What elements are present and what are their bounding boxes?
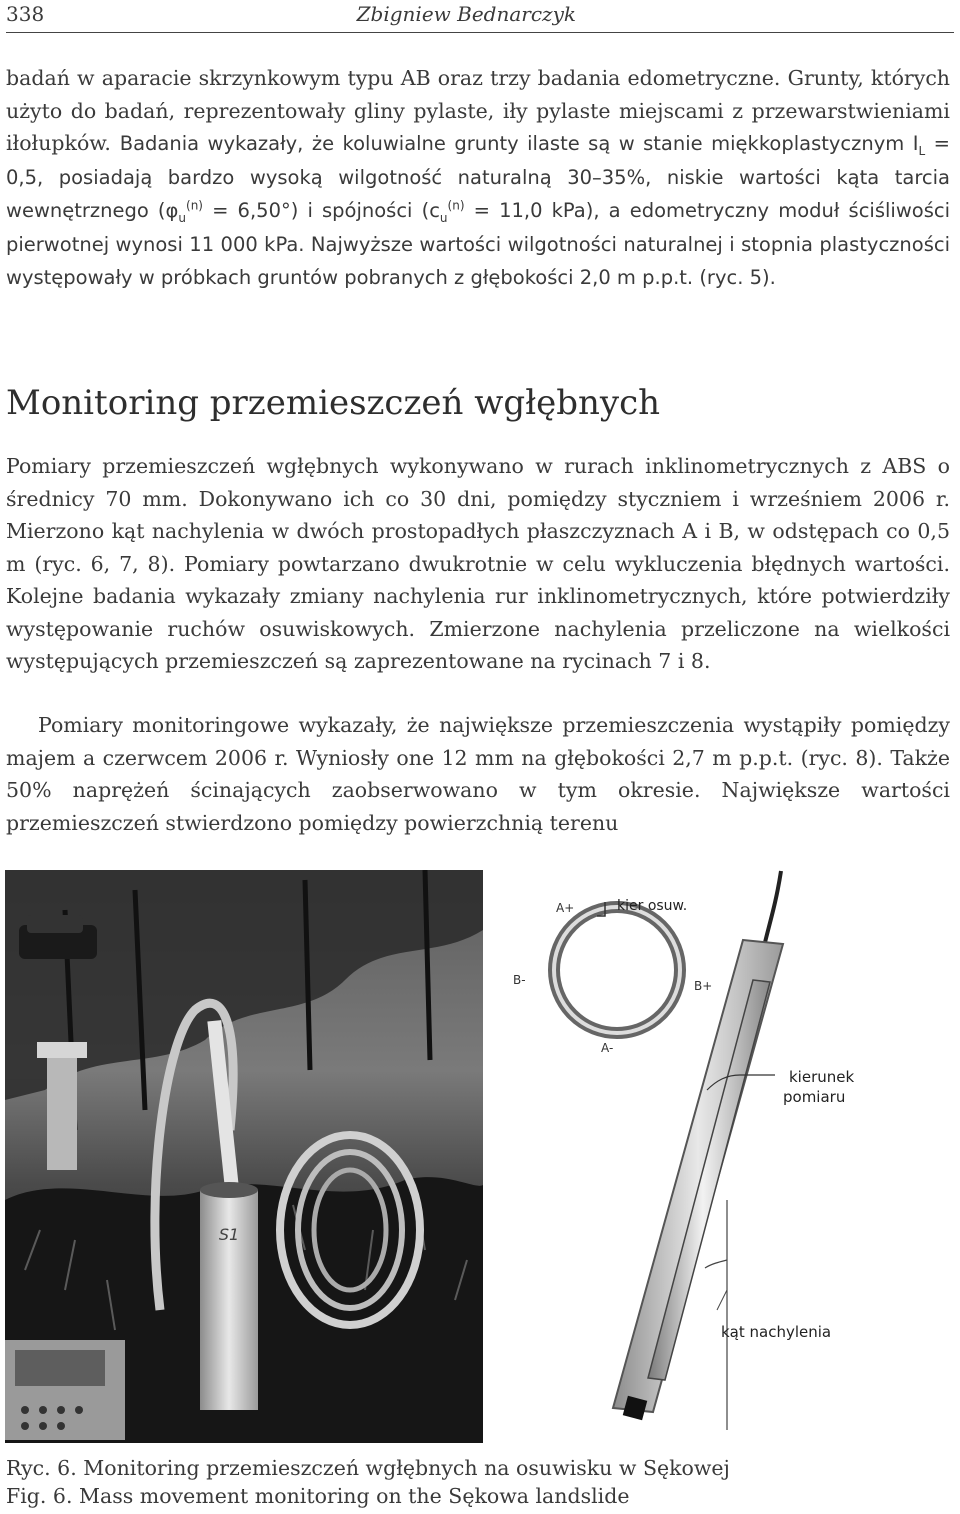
label-a-plus: A+ (556, 901, 575, 915)
label-measure-direction-2: pomiaru (783, 1088, 846, 1106)
header-rule (6, 32, 954, 33)
label-inclination-angle: kąt nachylenia (721, 1323, 832, 1341)
pipe-label: S1 (218, 1225, 240, 1244)
running-head-author: Zbigniew Bednarczyk (356, 2, 576, 26)
body-paragraph-1 (6, 62, 950, 295)
body-paragraph-2: Pomiary przemieszczeń wgłębnych wykonywano w rurach inklinometrycznych z ABS o średnicy 70 mm. Dokonywano ich co 30 dni, pomiędzy styczniem i wrześniem 2006 r. Mierzono kąt nachylenia w dwóch prostopadłych płaszczyznach A i B, w odstępach co 0,5 m (ryc. 6, 7, 8). Pomiary powtarzano dwukrotnie w celu wykluczenia błędnych wartości. Kolejne badania wykazały zmiany nachylenia rur inklinometrycznych, które potwierdziły występowanie ruchów osuwiskowych. Zmierzone nachylenia przeliczone na wielkości występujących przemieszczeń są zaprezentowane na rycinach 7 i 8. (6, 454, 950, 673)
paragraph-1-part1: badań w aparacie skrzynkowym typu AB oraz trzy badania edometryczne. Grunty, których użyto do badań, reprezentowały gliny pylaste, iły pylaste miejscami z przewarstwieniami iłołupków. (6, 66, 950, 155)
page-number: 338 (6, 2, 45, 26)
label-direction: kier osuw. (617, 898, 688, 914)
field-photo (5, 870, 483, 1443)
label-a-minus: A- (601, 1041, 614, 1055)
page-header (6, 2, 954, 32)
figure-6-graphic (5, 870, 956, 1443)
figure-6 (5, 870, 956, 1443)
body-paragraph-3: Pomiary monitoringowe wykazały, że największe przemieszczenia wystąpiły pomiędzy majem a czerwcem 2006 r. Wyniosły one 12 mm na głębokości 2,7 m p.p.t. (ryc. 8). Także 50% naprężeń ścinających zaobserwowano w tym okresie. Największe wartości przemieszczeń stwierdzono pomiędzy powierzchnią terenu (6, 713, 950, 835)
inclinometer-diagram (483, 870, 956, 1443)
section-heading: Monitoring przemieszczeń wgłębnych (6, 383, 661, 423)
figure-caption-pl: Ryc. 6. Monitoring przemieszczeń wgłębnych na osuwisku w Sękowej (6, 1456, 730, 1480)
label-b-plus: B+ (694, 979, 713, 993)
label-measure-direction-1: kierunek (789, 1068, 855, 1086)
label-b-minus: B- (513, 973, 526, 987)
paragraph-1-part2: Badania wykazały, że koluwialne grunty ilaste są w stanie miękkoplastycznym $I_L = 0,5$, posiadają bardzo wysoką wilgotność naturalną 30–35%, niskie wartości kąta tarcia wewnętrznego $(\varphi_u^{(n)} = 6,50^\circ)$ i spójności ($c_u^{(n)} = 11,0$ kPa), a edometryczny moduł ściśliwości pierwotnej wynosi 11 000 kPa. Najwyższe wartości wilgotności naturalnej i stopnia plastyczności występowały w próbkach gruntów pobranych z głębokości 2,0 m p.p.t. (ryc. 5). (6, 132, 951, 289)
figure-caption-en: Fig. 6. Mass movement monitoring on the Sękowa landslide (6, 1484, 630, 1508)
